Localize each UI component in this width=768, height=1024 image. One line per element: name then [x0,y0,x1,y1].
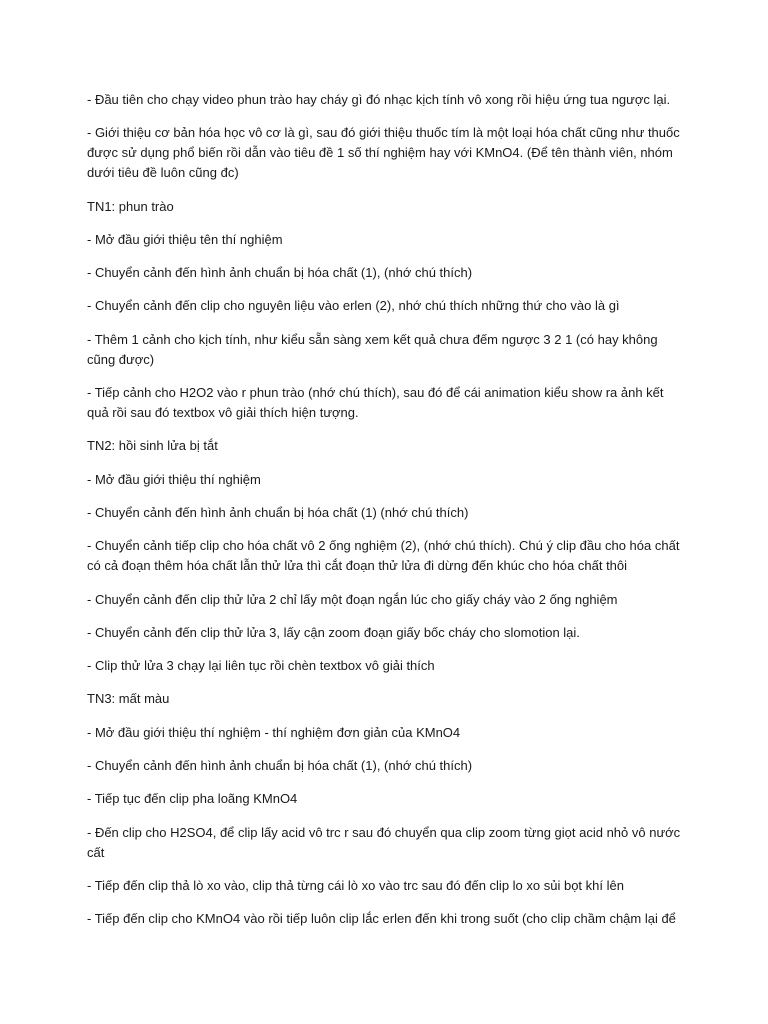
tn1-bullet: - Mở đầu giới thiệu tên thí nghiệm [87,231,283,247]
tn2-bullet: - Clip thử lửa 3 chạy lại liên tục rồi chèn textbox vô giải thích [87,658,435,674]
tn1-bullet: - Thêm 1 cảnh cho kịch tính, như kiểu sẵn sàng xem kết quả chưa đếm ngược 3 2 1 (có hay không cũng được) [87,331,658,367]
section-heading-tn2: TN2: hồi sinh lửa bị tắt [87,438,218,454]
intro-bullet: - Đầu tiên cho chạy video phun trào hay cháy gì đó nhạc kịch tính vô xong rồi hiệu ứng tua ngược lại. [87,92,671,107]
tn3-bullet: - Tiếp đến clip cho KMnO4 vào rồi tiếp luôn clip lắc erlen đến khi trong suốt (cho clip chầm chậm lại để [87,911,676,927]
tn3-bullet: - Tiếp đến clip thả lò xo vào, clip thả từng cái lò xo vào trc sau đó đến clip lo xo sủi bọt khí lên [87,877,624,893]
intro-bullet: - Giới thiệu cơ bản hóa học vô cơ là gì, sau đó giới thiệu thuốc tím là một loại hóa chất cũng như thuốc được sử dụng phổ biến rồi dẫn vào tiêu đề 1 số thí nghiệm hay với KMnO4. (Để tên thành viên, nhóm dưới tiêu đề luôn cũng đc) [87,125,680,181]
tn1-bullet: - Tiếp cảnh cho H2O2 vào r phun trào (nhớ chú thích), sau đó để cái animation kiểu show ra ảnh kết quả rồi sau đó textbox vô giải thích hiện tượng. [87,385,664,421]
tn2-bullet: - Chuyển cảnh đến clip thử lửa 3, lấy cận zoom đoạn giấy bốc cháy cho slomotion lại. [87,624,580,640]
tn3-bullet: - Chuyển cảnh đến hình ảnh chuẩn bị hóa chất (1), (nhớ chú thích) [87,758,473,774]
section-heading-tn1: TN1: phun trào [87,198,174,214]
tn2-bullet: - Chuyển cảnh tiếp clip cho hóa chất vô 2 ống nghiệm (2), (nhớ chú thích). Chú ý clip đầu cho hóa chất có cả đoạn thêm hóa chất lẫn thử lửa thì cắt đoạn thử lửa đi dừng đến khúc cho hóa chất thôi [87,538,680,574]
document-body [87,90,687,943]
tn3-bullet: - Tiếp tục đến clip pha loãng KMnO4 [87,791,298,807]
tn2-bullet: - Chuyển cảnh đến hình ảnh chuẩn bị hóa chất (1) (nhớ chú thích) [87,504,469,520]
tn3-bullet: - Mở đầu giới thiệu thí nghiệm - thí nghiệm đơn giản của KMnO4 [87,724,461,740]
tn3-bullet: - Đến clip cho H2SO4, để clip lấy acid vô trc r sau đó chuyển qua clip zoom từng giọt acid nhỏ vô nước cất [87,824,681,860]
section-heading-tn3: TN3: mất màu [87,691,170,707]
tn2-bullet: - Mở đầu giới thiệu thí nghiệm [87,471,261,487]
tn1-bullet: - Chuyển cảnh đến hình ảnh chuẩn bị hóa chất (1), (nhớ chú thích) [87,265,473,281]
tn1-bullet: - Chuyển cảnh đến clip cho nguyên liệu vào erlen (2), nhớ chú thích những thứ cho vào là gì [87,298,620,314]
tn2-bullet: - Chuyển cảnh đến clip thử lửa 2 chỉ lấy một đoạn ngắn lúc cho giấy cháy vào 2 ống nghiệm [87,591,618,607]
